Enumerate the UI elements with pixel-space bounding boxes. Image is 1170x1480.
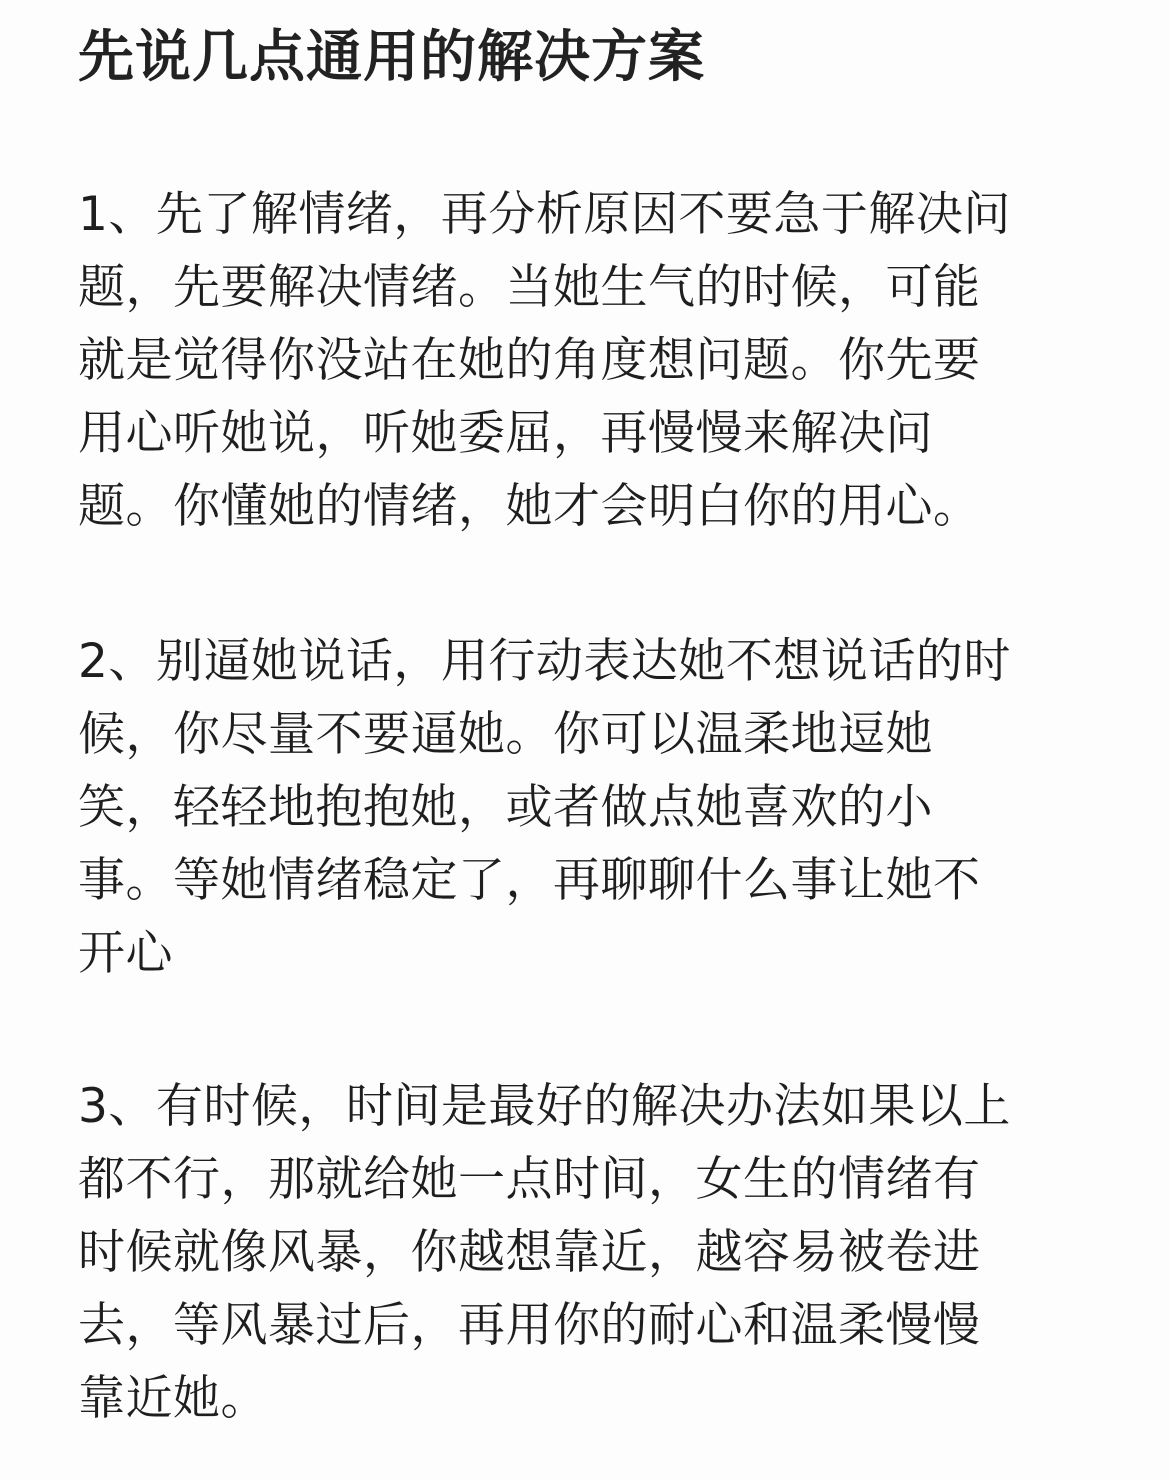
section-2-text: 2、别逼她说话，用行动表达她不想说话的时 候，你尽量不要逼她。你可以温柔地逗她 笑，轻轻地抱抱她，或者做点她喜欢的小 事。等她情绪稳定了，再聊聊什么事让她不 开心 (78, 634, 1011, 981)
section-1-text: 1、先了解情绪，再分析原因不要急于解决问 题，先要解决情绪。当她生气的时候，可能 就是觉得你没站在她的角度想问题。你先要 用心听她说，听她委屈，再慢慢来解决问 题。你懂她的情绪，她才会明白你的用心。 (78, 187, 1011, 534)
page-title: 先说几点通用的解决方案 (78, 25, 705, 90)
section-3-text: 3、有时候，时间是最好的解决办法如果以上 都不行，那就给她一点时间，女生的情绪有 时候就像风暴，你越想靠近，越容易被卷进 去，等风暴过后，再用你的耐心和温柔慢慢 靠近她。 (78, 1079, 1011, 1426)
